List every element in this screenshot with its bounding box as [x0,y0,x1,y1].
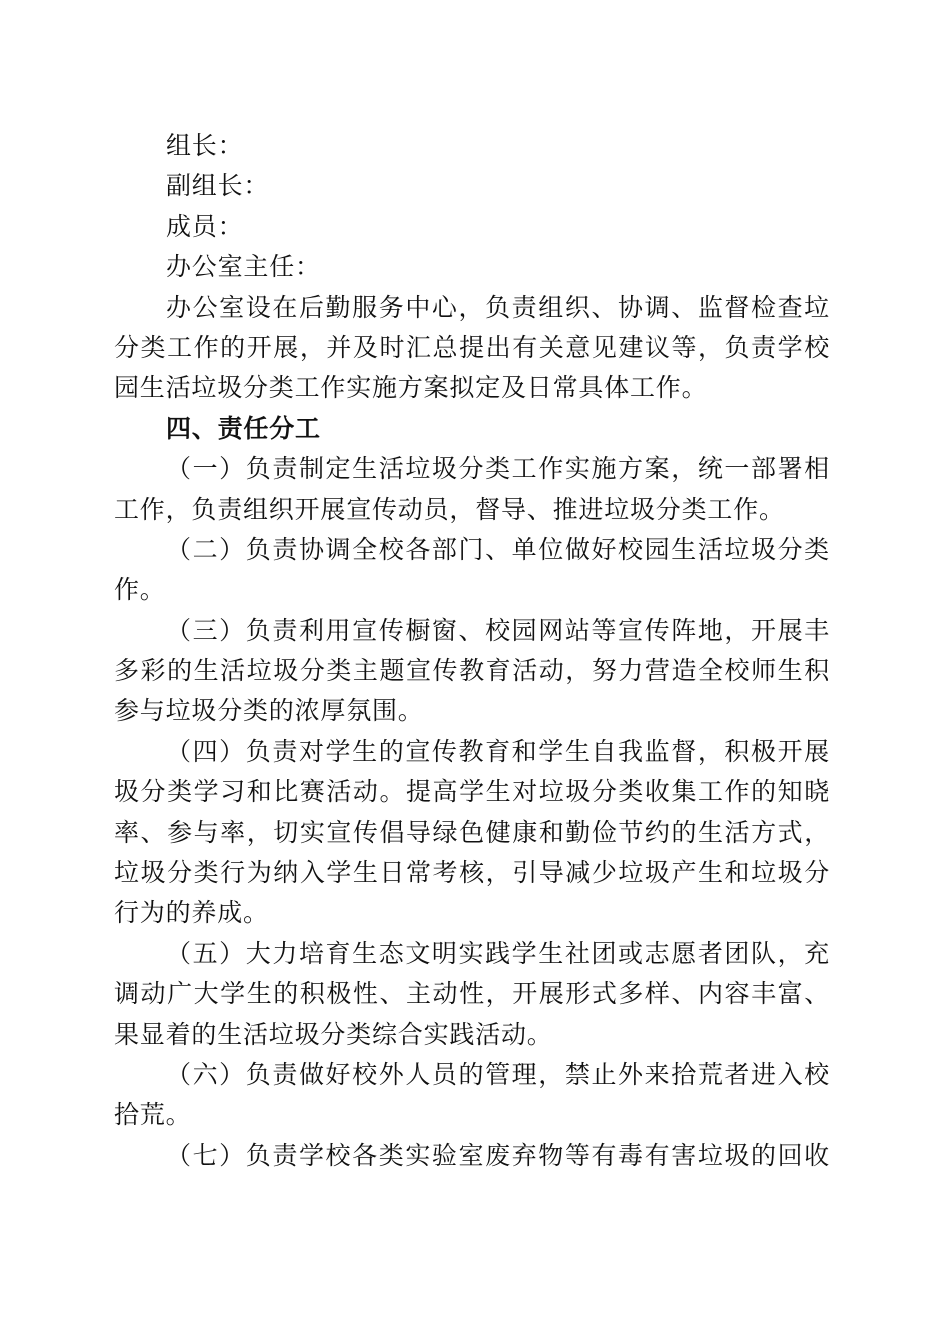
paragraph-line: 圾分类学习和比赛活动。提高学生对垃圾分类收集工作的知晓 [114,777,830,807]
paragraph-line: （四）负责对学生的宣传教育和学生自我监督，积极开展 [166,736,830,766]
paragraph-line: （二）负责协调全校各部门、单位做好校园生活垃圾分类 [166,534,830,564]
paragraph-line: （六）负责做好校外人员的管理，禁止外来拾荒者进入校 [166,1059,830,1089]
members-line: 成员： [166,211,244,241]
paragraph-line: 分类工作的开展，并及时汇总提出有关意见建议等，负责学校 [114,332,830,362]
document-body [114,126,830,1176]
paragraph-line: 作。 [114,575,166,605]
paragraph-line: 行为的养成。 [114,898,269,928]
paragraph-line: 参与垃圾分类的浓厚氛围。 [114,696,424,726]
paragraph-line: 调动广大学生的积极性、主动性，开展形式多样、内容丰富、 [114,979,830,1009]
paragraph-line: 工作，负责组织开展宣传动员，督导、推进垃圾分类工作。 [114,494,785,524]
paragraph-line: （七）负责学校各类实验室废弃物等有毒有害垃圾的回收 [166,1140,830,1170]
section-heading: 四、责任分工 [166,413,321,443]
office-director-line: 办公室主任： [166,252,321,282]
paragraph-line: 园生活垃圾分类工作实施方案拟定及日常具体工作。 [114,373,708,403]
paragraph-line: （五）大力培育生态文明实践学生社团或志愿者团队，充 [166,938,830,968]
paragraph-line: 果显着的生活垃圾分类综合实践活动。 [114,1019,553,1049]
paragraph-line: 办公室设在后勤服务中心，负责组织、协调、监督检查垃 [166,292,830,322]
paragraph-line: 拾荒。 [114,1100,192,1130]
paragraph-line: （一）负责制定生活垃圾分类工作实施方案，统一部署相 [166,454,830,484]
paragraph-line: 多彩的生活垃圾分类主题宣传教育活动，努力营造全校师生积 [114,656,830,686]
group-leader-line: 组长： [166,131,244,160]
paragraph-line: （三）负责利用宣传橱窗、校园网站等宣传阵地，开展丰 [166,615,830,645]
deputy-leader-line: 副组长： [166,171,270,201]
paragraph-line: 垃圾分类行为纳入学生日常考核，引导减少垃圾产生和垃圾分 [114,858,830,888]
paragraph-line: 率、参与率，切实宣传倡导绿色健康和勤俭节约的生活方式， [114,817,830,847]
